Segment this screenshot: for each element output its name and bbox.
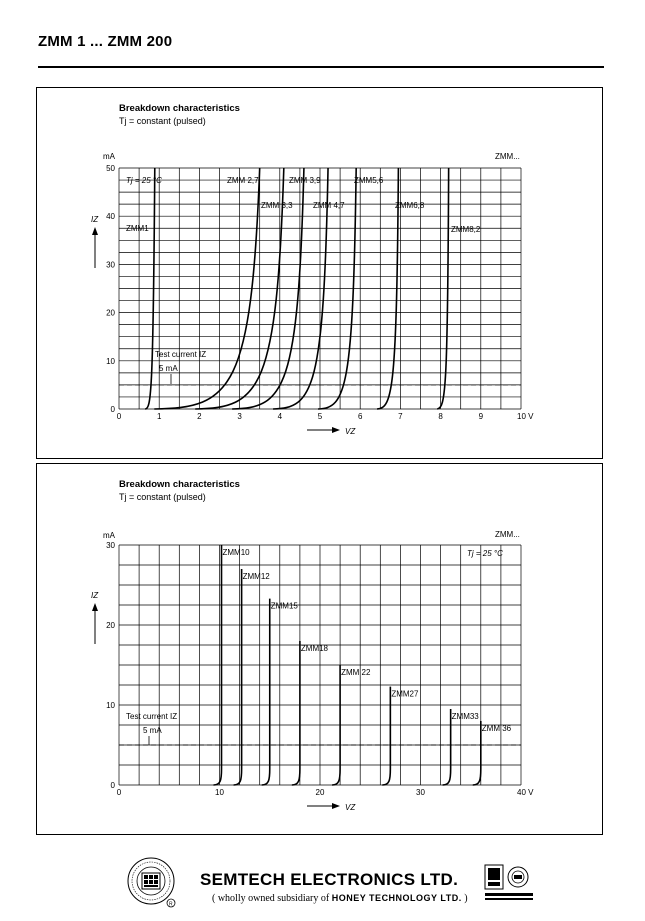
y-axis-arrowhead [92,227,98,235]
x-tick-label: 7 [398,412,403,421]
subsidiary-suffix: ) [464,893,468,904]
series-label-zmm-22: ZMM 22 [341,668,371,677]
chart-grid [119,545,521,785]
chart-title: Breakdown characteristics [119,103,240,114]
y-tick-label: 10 [106,356,115,366]
company-name: SEMTECH ELECTRONICS LTD. [200,870,459,889]
chart-title: Breakdown characteristics [119,479,240,490]
y-tick-labels [106,164,115,414]
series-label-zmm15: ZMM15 [270,601,298,611]
x-tick-label: 10 [215,788,224,797]
y-axis-arrowhead [92,603,98,611]
y-tick-label: 0 [110,405,115,414]
curve-zmm12 [234,569,242,785]
x-tick-label: 1 [156,412,162,421]
y-tick-label: 20 [106,308,115,318]
test-current-label: Test current IZ [126,712,178,721]
series-label-zmm12: ZMM12 [242,572,270,581]
curve-zmm18 [292,641,300,785]
series-label-zmm3-3: ZMM 3,3 [261,201,293,210]
y-axis-label: IZ [91,215,99,224]
header-divider [38,66,604,68]
x-tick-label: 0 [116,788,122,797]
y-unit-label: mA [103,531,115,540]
series-label-zmm5-6: ZMM5,6 [354,176,384,185]
test-current-label: Test current IZ [155,350,207,359]
y-tick-labels [106,541,115,790]
y-tick-label: 20 [106,621,115,630]
series-label-zmm6-8: ZMM6,8 [395,201,425,210]
series-label-zmm1: ZMM1 [126,224,149,233]
chart-panel-high-voltage [36,463,603,835]
x-axis-arrowhead [332,803,340,809]
x-tick-label: 0 [116,412,122,421]
subsidiary-brand: HONEY TECHNOLOGY LTD. [331,893,462,903]
y-tick-label: 0 [110,781,115,790]
series-group-label: ZMM... [495,530,520,539]
series-label-zmm18: ZMM18 [300,644,329,653]
series-label-zmm4-7: ZMM 4,7 [313,201,345,210]
chart-subtitle: Tj = constant (pulsed) [119,492,206,502]
subsidiary-prefix: ( wholly owned subsidiary of [212,893,330,904]
x-tick-label: 8 [438,412,443,421]
y-unit-label: mA [103,152,115,161]
curve-zmm27 [382,687,390,785]
chart-subtitle: Tj = constant (pulsed) [119,116,206,126]
series-label-zmm33: ZMM33 [451,712,479,721]
x-axis-label: VZ [345,803,356,812]
y-tick-label: 40 [106,212,115,222]
chart-2 [37,464,604,836]
curve-zmm-36 [473,721,481,785]
series-label-zmm2-7: ZMM 2,7 [227,176,259,185]
x-axis-label: VZ [345,427,356,436]
x-tick-label: 5 [317,412,323,421]
y-tick-label: 30 [106,541,115,550]
x-axis-arrowhead [332,427,340,433]
series-label-zmm-36: ZMM 36 [481,724,512,733]
curve-zmm15 [262,599,270,785]
company-seal-icon [127,857,179,909]
x-tick-label: 20 [315,788,325,797]
x-tick-label: 2 [197,412,202,421]
x-tick-label: 6 [357,412,363,421]
series-label-zmm10: ZMM10 [222,548,250,557]
series-label-zmm27: ZMM27 [391,689,419,699]
page-title: ZMM 1 ... ZMM 200 [38,33,173,50]
series-label-zmm8-2: ZMM8,2 [451,225,481,234]
chart-1 [37,88,604,460]
x-tick-label: 10 V [517,412,534,421]
x-tick-label: 40 V [517,788,534,797]
series-group-label: ZMM... [495,152,520,161]
curve-zmm33 [443,709,451,785]
chart-panel-low-voltage [36,87,603,459]
test-current-value: 5 mA [143,726,162,735]
x-tick-label: 3 [237,412,242,421]
x-tick-label: 9 [478,412,484,421]
test-current-value: 5 mA [159,364,178,373]
series-label-zmm3-9: ZMM 3,9 [289,176,321,185]
certification-badge-icon [484,864,542,904]
y-tick-label: 50 [106,164,115,173]
y-tick-label: 10 [106,701,115,710]
x-tick-labels [117,412,534,421]
x-tick-labels [117,788,534,797]
temperature-note: Tj = 25 °C [467,549,503,558]
y-tick-label: 30 [106,260,115,270]
x-tick-label: 4 [277,412,283,421]
x-tick-label: 30 [416,788,425,797]
subsidiary-note [212,893,468,904]
y-axis-label: IZ [91,591,99,600]
temperature-note: Tj = 25 °C [126,176,162,185]
svg-text:R: R [169,901,173,908]
